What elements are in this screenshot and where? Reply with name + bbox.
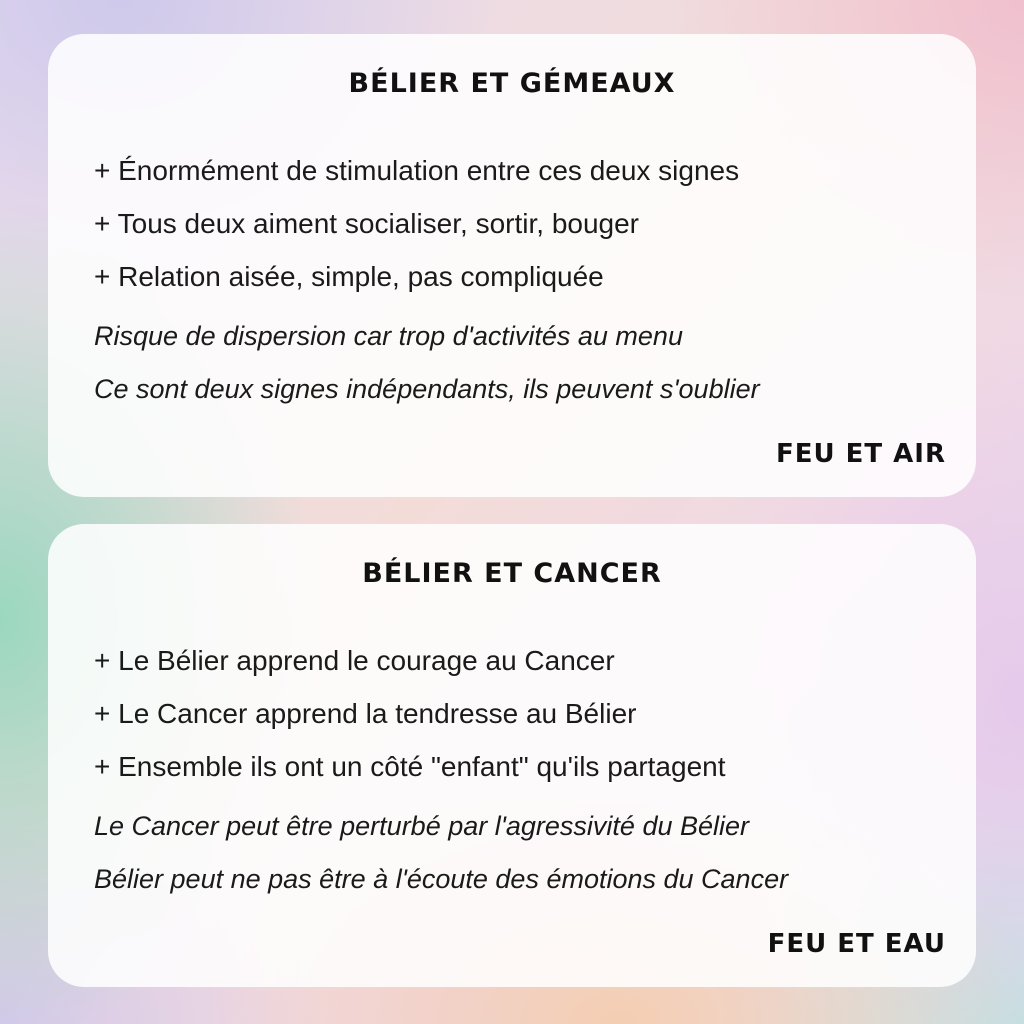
card-title: BÉLIER ET CANCER	[362, 558, 662, 589]
positive-point: + Énormément de stimulation entre ces deux signes	[94, 155, 740, 186]
positive-point: + Ensemble ils ont un côté "enfant" qu'ils partagent	[94, 751, 726, 782]
positive-point: + Le Bélier apprend le courage au Cancer	[94, 645, 615, 676]
compatibility-card-belier-gemeaux	[48, 34, 976, 497]
card-title: BÉLIER ET GÉMEAUX	[348, 68, 676, 99]
positive-point: + Tous deux aiment socialiser, sortir, bouger	[94, 208, 640, 239]
negative-point: Bélier peut ne pas être à l'écoute des émotions du Cancer	[94, 864, 789, 894]
positive-point: + Relation aisée, simple, pas compliquée	[94, 261, 604, 292]
elements-label: FEU ET EAU	[767, 929, 946, 959]
elements-label: FEU ET AIR	[775, 439, 946, 469]
negative-points-list	[94, 800, 788, 906]
negative-point: Le Cancer peut être perturbé par l'agressivité du Bélier	[94, 811, 750, 841]
negative-points-list	[94, 310, 760, 416]
positive-points-list	[94, 634, 726, 793]
negative-point: Risque de dispersion car trop d'activités au menu	[94, 321, 683, 351]
negative-point: Ce sont deux signes indépendants, ils peuvent s'oublier	[94, 374, 760, 404]
positive-point: + Le Cancer apprend la tendresse au Bélier	[94, 698, 637, 729]
compatibility-card-belier-cancer	[48, 524, 976, 987]
positive-points-list	[94, 144, 739, 303]
